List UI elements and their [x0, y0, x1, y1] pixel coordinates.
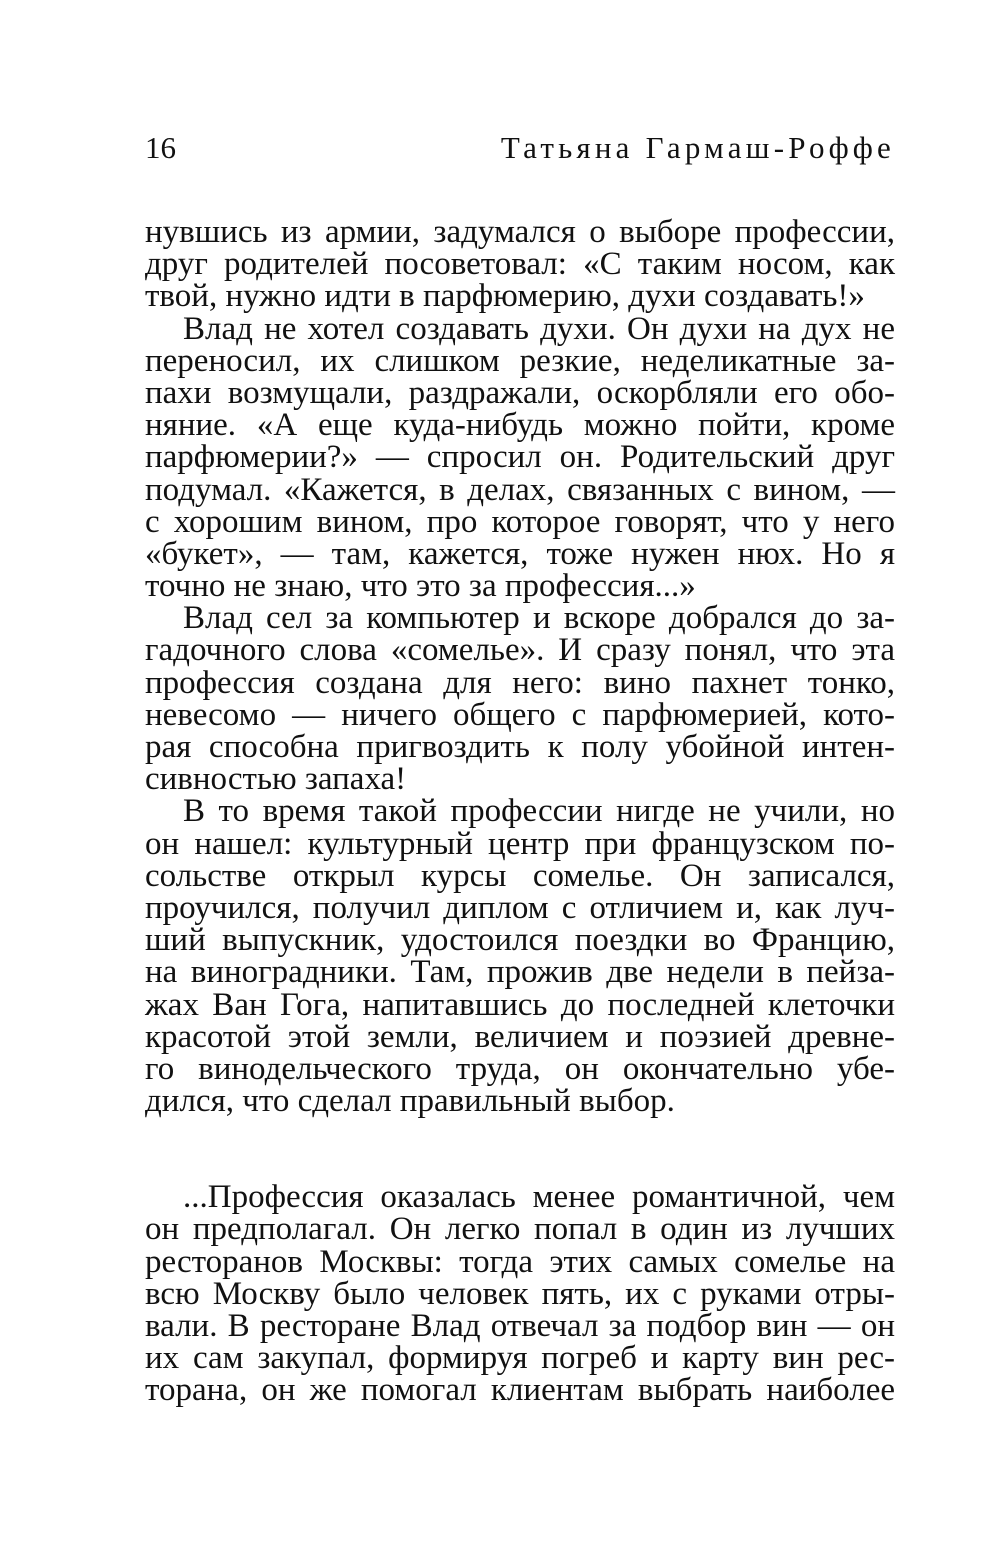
text-line: красотой этой земли, величием и поэзией древне-	[145, 1018, 895, 1055]
text-line: няние. «А еще куда-нибудь можно пойти, кроме	[145, 407, 895, 444]
text-line: он предполагал. Он легко попал в один из лучших	[145, 1211, 895, 1248]
text-line: торана, он же помогал клиентам выбрать наиболее	[145, 1372, 895, 1409]
text-line: Влад сел за компьютер и вскоре добрался до за-	[183, 600, 895, 637]
text-line: нувшись из армии, задумался о выборе профессии,	[145, 214, 895, 250]
paragraph	[145, 600, 895, 798]
text-line: с хорошим вином, про которое говорят, что у него	[145, 503, 895, 540]
text-line: дился, что сделал правильный выбор.	[145, 1083, 675, 1120]
text-line: проучился, получил диплом с отличием и, как луч-	[145, 889, 895, 926]
text-line: ...Профессия оказалась менее романтичной, чем	[183, 1179, 895, 1216]
text-line: В то время такой профессии нигде не учили, но	[183, 793, 895, 830]
body-text	[145, 216, 895, 1407]
paragraph	[145, 216, 895, 313]
text-line: парфюмерии?» — спросил он. Родительский друг	[145, 439, 895, 476]
text-line: пахи возмущали, раздражали, оскорбляли его обо-	[145, 374, 895, 411]
text-line: Влад не хотел создавать духи. Он духи на дух не	[183, 310, 895, 347]
paragraph	[145, 793, 895, 1120]
text-line: ресторанов Москвы: тогда этих самых сомелье на	[145, 1243, 895, 1280]
text-line: сольстве открыл курсы сомелье. Он записался,	[145, 857, 895, 894]
text-line: переносил, их слишком резкие, неделикатные за-	[145, 342, 895, 379]
text-line: ший выпускник, удостоился поездки во Францию,	[145, 922, 895, 959]
text-line: их сам закупал, формируя погреб и карту вин рес-	[145, 1340, 895, 1377]
text-line: рая способна пригвоздить к полу убойной интен-	[145, 729, 895, 765]
text-line: вали. В ресторане Влад отвечал за подбор вин — он	[145, 1308, 895, 1344]
page-number: 16	[145, 130, 176, 165]
running-title: Татьяна Гармаш-Роффе	[500, 130, 895, 165]
text-line: сивностью запаха!	[145, 761, 407, 798]
text-line: подумал. «Кажется, в делах, связанных с вином, —	[145, 471, 895, 508]
paragraph	[145, 310, 895, 605]
text-line: всю Москву было человек пять, их с руками отры-	[145, 1275, 895, 1312]
text-line: точно не знаю, что это за профессия...»	[145, 568, 696, 605]
text-line: жах Ван Гога, напитавшись до последней клеточки	[145, 986, 895, 1023]
text-line: невесомо — ничего общего с парфюмерией, кото-	[145, 696, 895, 733]
book-page	[145, 128, 895, 1407]
text-line: на виноградники. Там, прожив две недели в пейза-	[145, 954, 895, 991]
text-line: он нашел: культурный центр при французском по-	[145, 825, 895, 862]
text-line: твой, нужно идти в парфюмерию, духи создавать!»	[145, 278, 865, 315]
section-break	[145, 1117, 895, 1181]
text-line: «букет», — там, кажется, тоже нужен нюх. Но я	[145, 535, 895, 572]
page-header	[145, 128, 895, 176]
paragraph	[145, 1179, 895, 1409]
text-line: го винодельческого труда, он окончательно убе-	[145, 1050, 895, 1087]
text-line: друг родителей посоветовал: «С таким носом, как	[145, 246, 895, 283]
text-line: профессия создана для него: вино пахнет тонко,	[145, 664, 895, 701]
text-line: гадочного слова «сомелье». И сразу понял, что эта	[145, 632, 895, 669]
